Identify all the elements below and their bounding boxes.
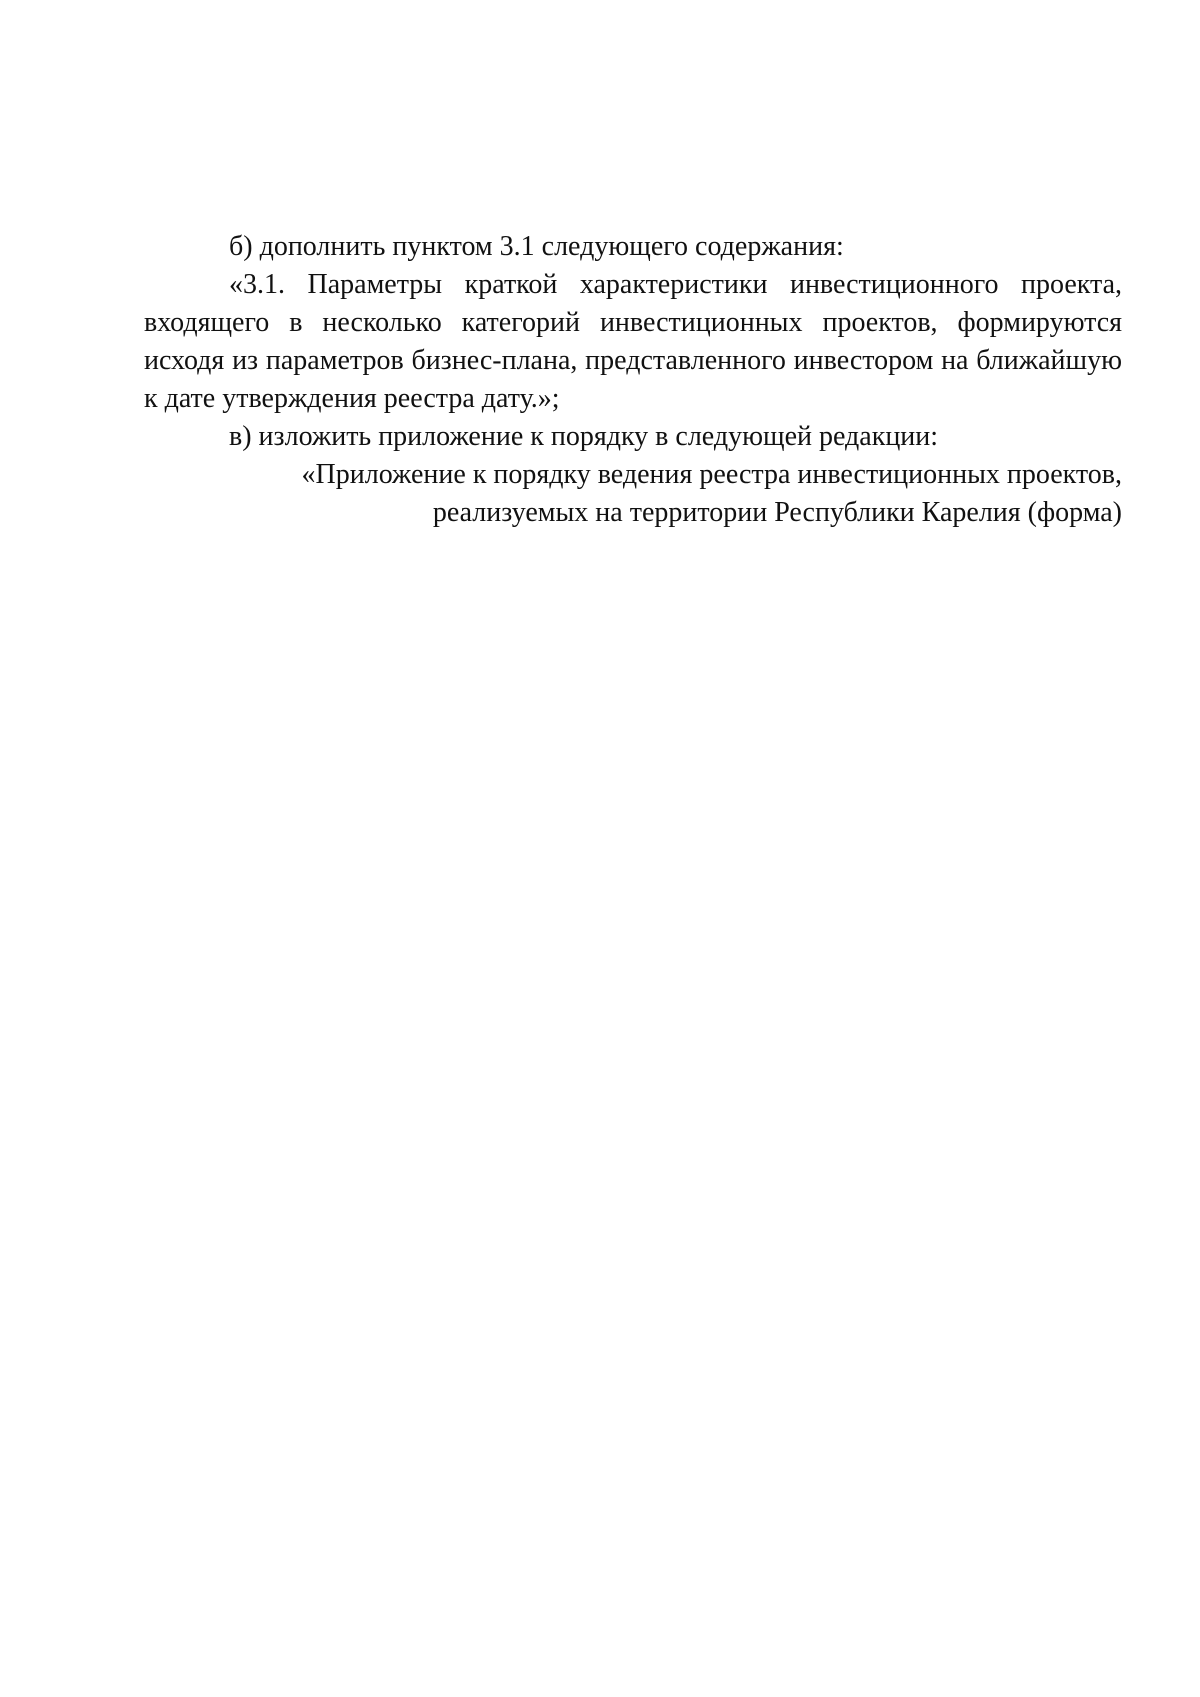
paragraph-b: б) дополнить пунктом 3.1 следующего содержания: xyxy=(229,231,844,262)
appendix-heading-line-2: реализуемых на территории Республики Карелия (форма) xyxy=(432,497,1122,528)
paragraph-3-1: «3.1. Параметры краткой характеристики инвестиционного проекта, входящего в несколько категорий инвестиционных проектов, формируются исходя из параметров бизнес-плана, представленного инвестором на ближайшую к дате утверждения реестра дату.»; xyxy=(144,269,1122,414)
appendix-heading xyxy=(144,456,1122,532)
paragraph-v: в) изложить приложение к порядку в следующей редакции: xyxy=(229,421,939,452)
document-body xyxy=(144,228,1122,532)
appendix-heading-line-1: «Приложение к порядку ведения реестра инвестиционных проектов, xyxy=(301,459,1122,490)
